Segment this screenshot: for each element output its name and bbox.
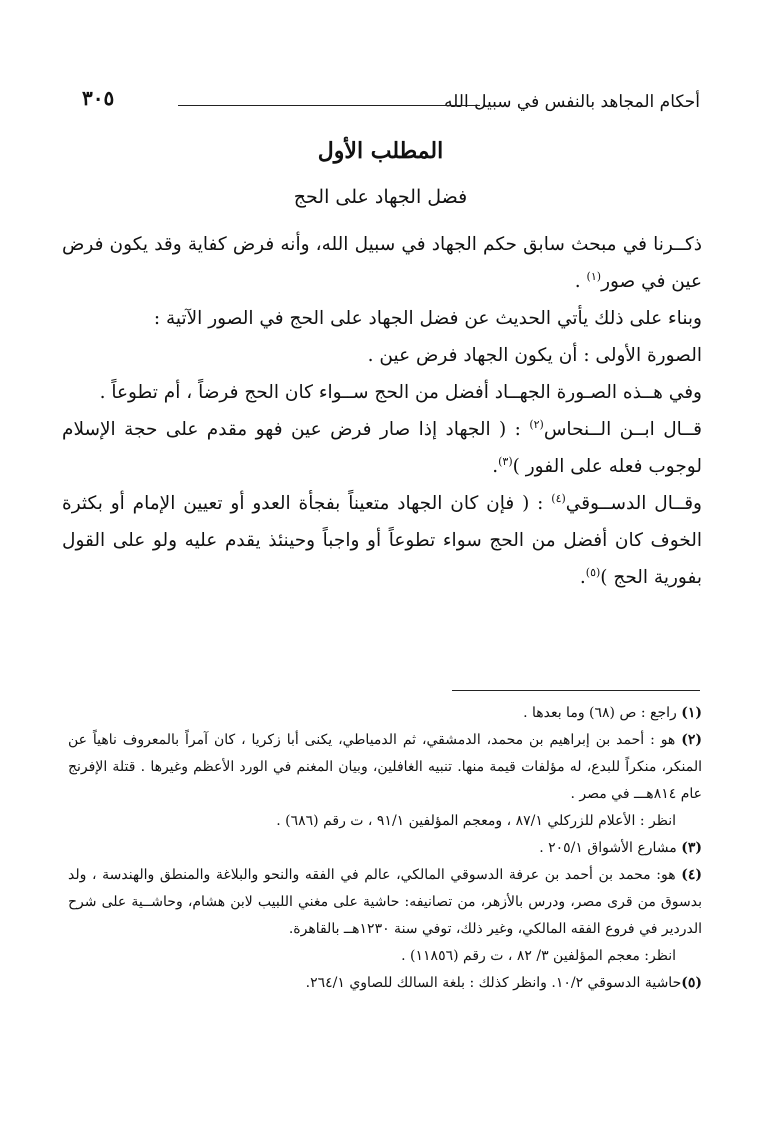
footnote-4: (٤) هو: محمد بن أحمد بن عرفة الدسوقي المالكي، عالم في الفقه والنحو والبلاغة والمنطق والهندسة ، ولد بدسوق من قرى مصر، ودرس بالأزهر، من تصانيفه: حاشية على مغني اللبيب لابن هشام، وحاشــية على شرح الدردير في فروع الفقه المالكي، وغير ذلك، توفي سنة ١٢٣٠هــ بالقاهرة. <box>68 867 702 937</box>
footnote-ref-2[interactable]: (٢) <box>529 417 544 431</box>
section-subtitle: فضل الجهاد على الحج <box>293 186 468 208</box>
footnote-ref-4[interactable]: (٤) <box>551 491 566 505</box>
footnotes <box>68 700 702 997</box>
header-rule <box>178 105 480 106</box>
main-text <box>62 226 702 596</box>
paragraph-1: ذكــرنا في مبحث سابق حكم الجهاد في سبيل الله، وأنه فرض كفاية وقد يكون فرض عين في صور$^{(١)}$ . <box>62 234 702 292</box>
footnote-2: (٢) هو : أحمد بن إبراهيم بن محمد، الدمشقي، ثم الدمياطي، يكنى أبا زكريا ، كان آمراً بالمعروف ناهياً عن المنكر، منكراً للبدع، له مؤلفات قيمة منها. تنبيه الغافلين، وبيان المغنم في الورد الأعظم وغيرها . قتلة الإفرنج عام ٨١٤هـــ في مصر . <box>68 732 702 802</box>
running-title: أحكام المجاهد بالنفس في سبيل الله <box>444 92 700 112</box>
footnote-ref-1[interactable]: (١) <box>586 269 602 283</box>
footnote-2-reference: انظر : الأعلام للزركلي ٨٧/١ ، ومعجم المؤلفين ٩١/١ ، ت رقم (٦٨٦) . <box>276 813 676 829</box>
footnotes-rule <box>452 690 700 691</box>
paragraph-3: الصورة الأولى : أن يكون الجهاد فرض عين . <box>367 345 702 366</box>
paragraph-2: وبناء على ذلك يأتي الحديث عن فضل الجهاد على الحج في الصور الآتية : <box>153 308 702 329</box>
paragraph-5: قــال ابــن الــنحاس$^{(٢)}$ : ( الجهاد إذا صار فرض عين فهو مقدم على حجة الإسلام لوجوب فعله على الفور )$^{(٣)}$. <box>62 417 702 477</box>
page-header <box>60 86 700 120</box>
paragraph-6: وقــال الدســوقي$^{(٤)}$ : ( فإن كان الجهاد متعيناً بفجأة العدو أو تعيين الإمام أو بكثرة الخوف كان أفضل من الحج سواء تطوعاً أو واجباً وحينئذ يقدم عليه ولو على القول بفورية الحج )$^{(٥)}$. <box>62 491 702 588</box>
footnote-ref-5[interactable]: (٥) <box>585 565 601 579</box>
footnote-1: (١) راجع : ص (٦٨) وما بعدها . <box>523 705 702 721</box>
section-title: المطلب الأول <box>317 138 444 164</box>
footnote-4-reference: انظر: معجم المؤلفين ٣/ ٨٢ ، ت رقم (١١٨٥٦) . <box>401 948 676 964</box>
page-number: ٣٠٥ <box>82 86 115 110</box>
footnote-3: (٣) مشارع الأشواق ٢٠٥/١ . <box>539 840 702 856</box>
footnote-ref-3[interactable]: (٣) <box>498 454 513 468</box>
footnote-5: (٥)حاشية الدسوقي ١٠/٢. وانظر كذلك : بلغة السالك للصاوي ٢٦٤/١. <box>305 975 702 991</box>
paragraph-4: وفي هــذه الصـورة الجهــاد أفضل من الحج ســواء كان الحج فرضاً ، أم تطوعاً . <box>99 382 702 403</box>
